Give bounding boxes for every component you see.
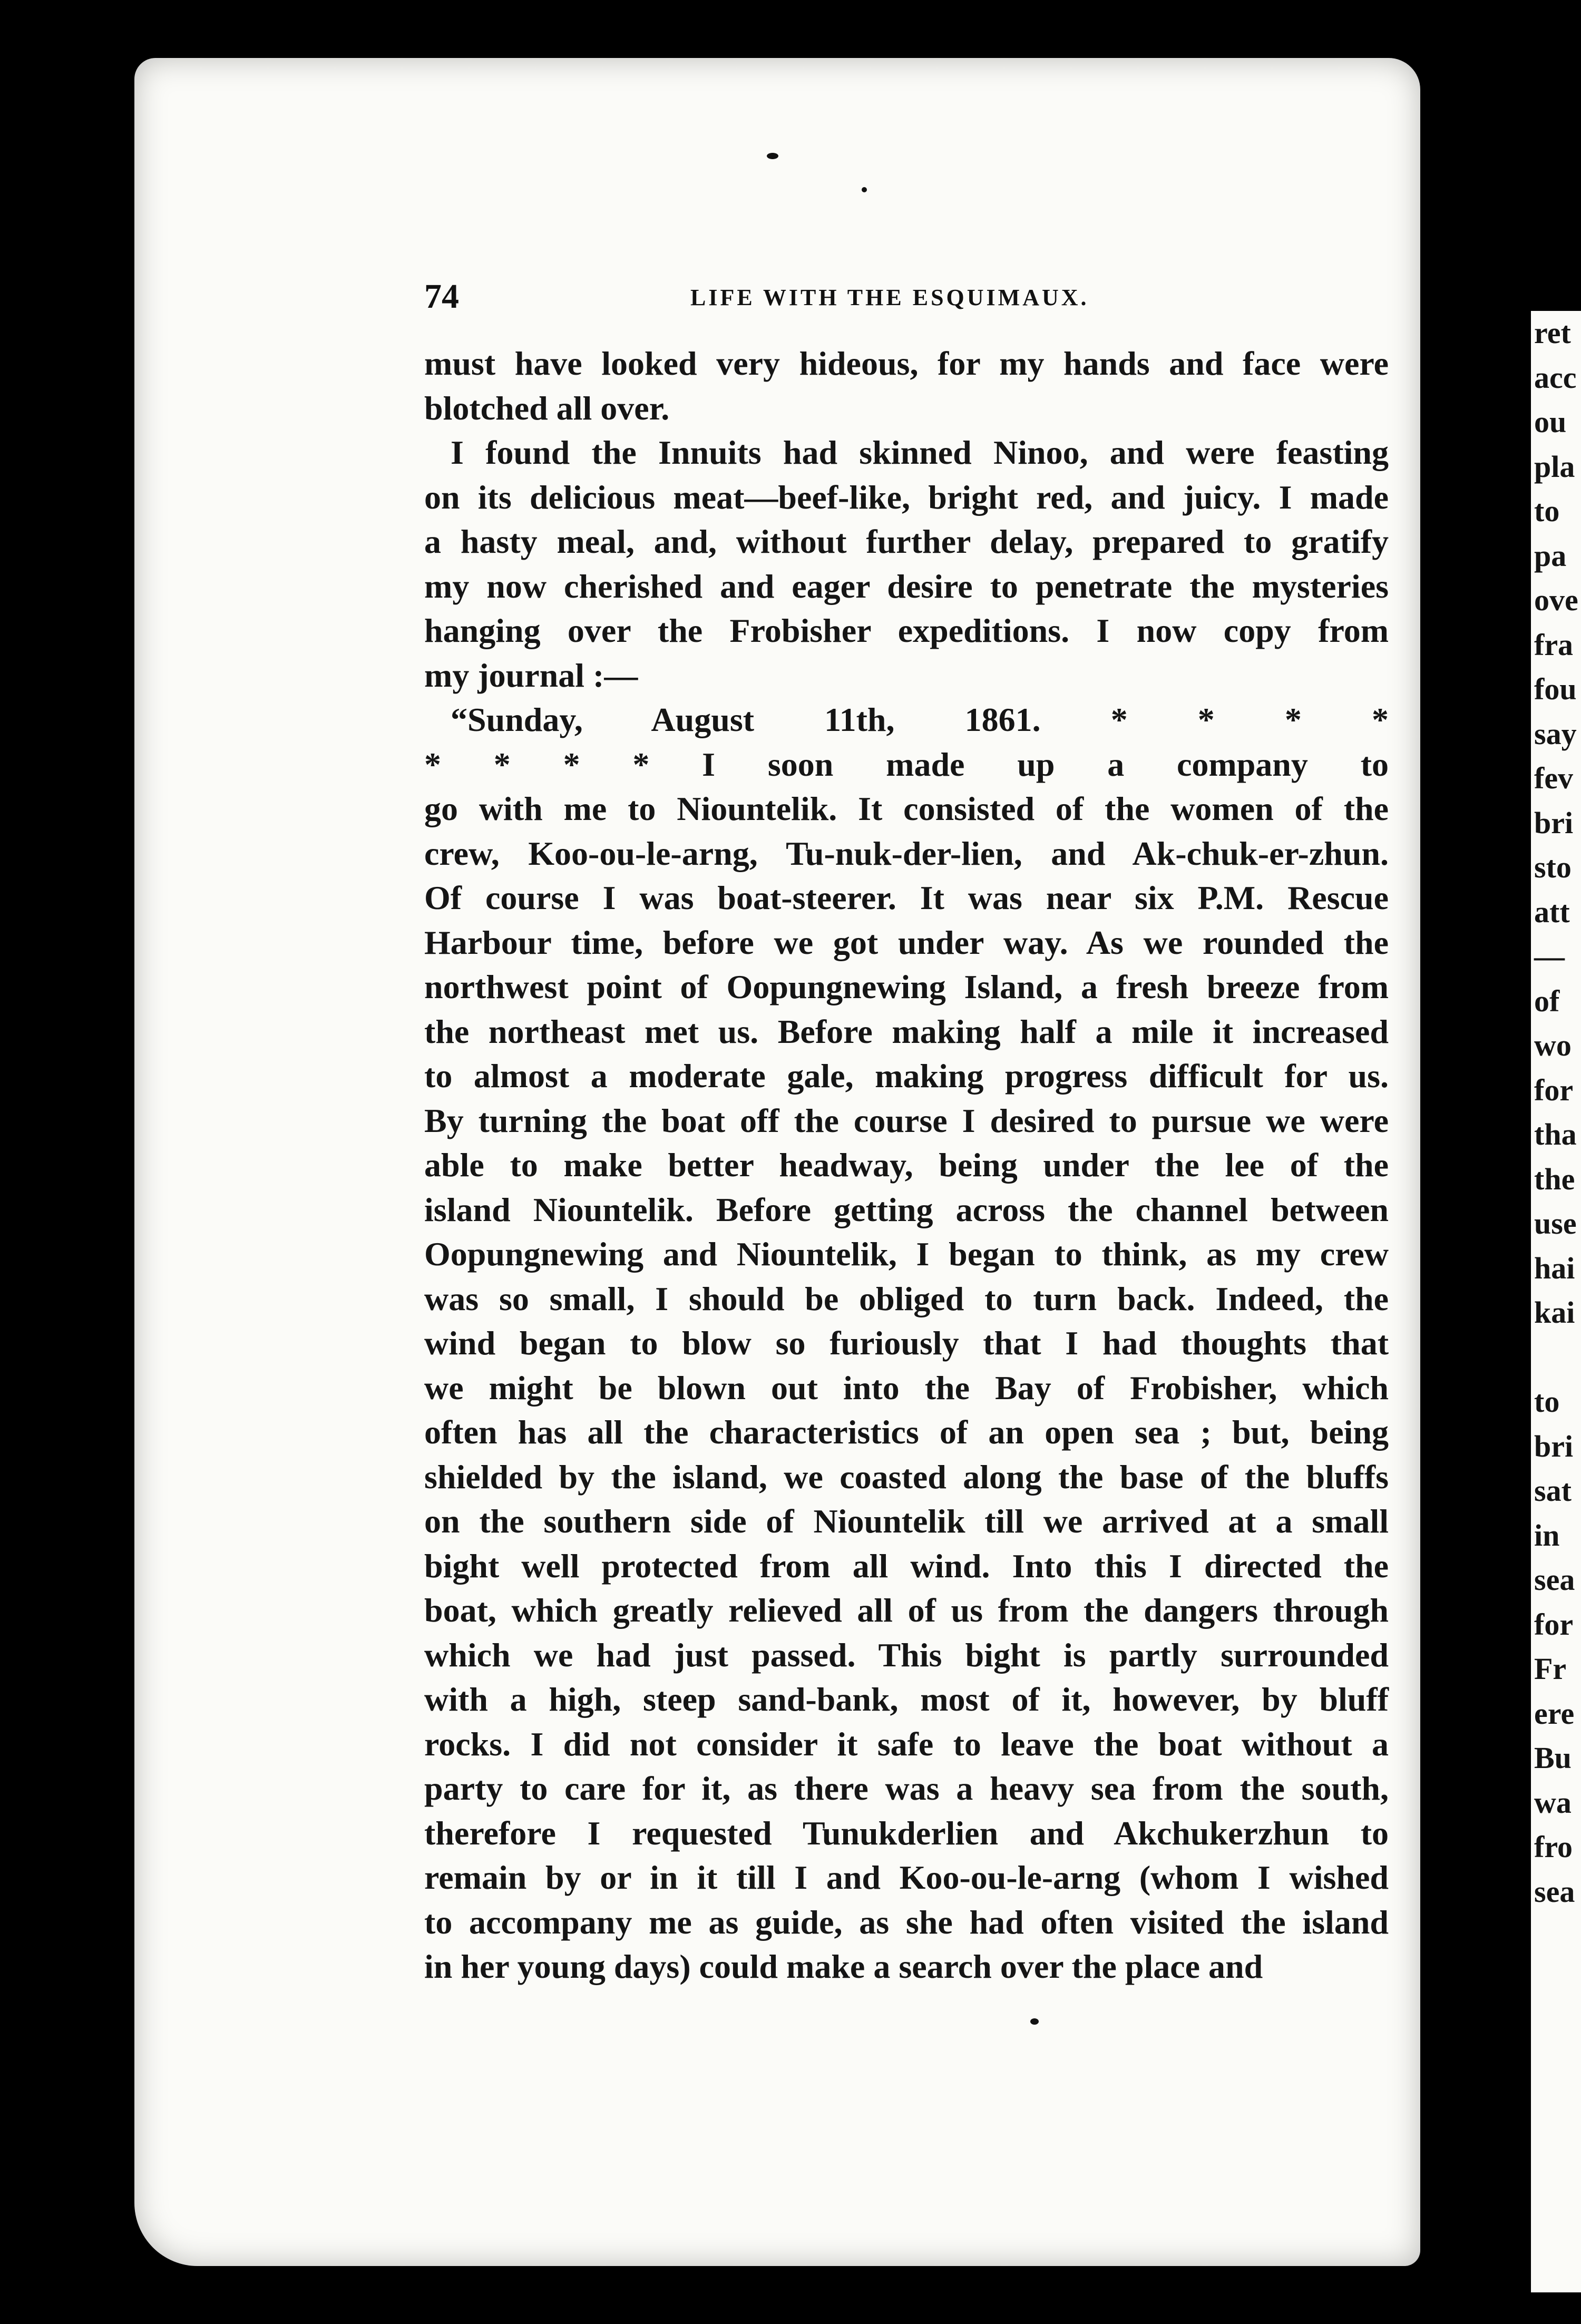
- text-line: go with me to Niountelik. It consisted of the women of the: [424, 790, 1389, 827]
- page-number: 74: [424, 277, 459, 316]
- text-line: which we had just passed. This bight is partly surrounded: [424, 1636, 1389, 1674]
- text-line: Oopungnewing and Niountelik, I began to think, as my crew: [424, 1235, 1389, 1273]
- text-line: my journal :—: [424, 656, 638, 694]
- facing-page-fragment: [1531, 1335, 1581, 1380]
- text-line: in her young days) could make a search over the place and: [424, 1948, 1263, 1985]
- facing-page-fragment: pa: [1534, 538, 1567, 573]
- ink-speck: [1030, 2018, 1039, 2025]
- text-line: my now cherished and eager desire to penetrate the mysteries: [424, 567, 1389, 605]
- text-line: therefore I requested Tunukderlien and Akchukerzhun to: [424, 1814, 1389, 1852]
- facing-page-fragment: ou: [1534, 405, 1567, 439]
- running-header: [424, 277, 1386, 324]
- facing-page-fragment: kai: [1534, 1295, 1575, 1330]
- text-line: must have looked very hideous, for my hands and face were: [424, 345, 1389, 382]
- text-line: boat, which greatly relieved all of us from the dangers through: [424, 1591, 1389, 1629]
- ink-speck: [862, 187, 867, 192]
- facing-page-fragment: bri: [1534, 1429, 1574, 1463]
- facing-page-fragment: sea: [1534, 1563, 1575, 1597]
- facing-page-fragment: to: [1534, 494, 1560, 528]
- facing-page-fragment: wo: [1534, 1028, 1572, 1062]
- text-line: northwest point of Oopungnewing Island, a fresh breeze from: [424, 968, 1389, 1005]
- text-line: remain by or in it till I and Koo-ou-le-arng (whom I wished: [424, 1859, 1389, 1896]
- facing-page-fragment: Fr: [1534, 1652, 1567, 1686]
- facing-page-edge: [1531, 311, 1581, 2292]
- text-line: on its delicious meat—beef-like, bright red, and juicy. I made: [424, 478, 1389, 516]
- text-line: to accompany me as guide, as she had often visited the island: [424, 1903, 1389, 1941]
- facing-page-fragment: for: [1534, 1072, 1574, 1107]
- facing-page-fragment: ret: [1534, 316, 1571, 350]
- facing-page-fragment: for: [1534, 1607, 1574, 1642]
- text-line: Harbour time, before we got under way. As we rounded the: [424, 923, 1389, 961]
- text-line: island Niountelik. Before getting across the channel between: [424, 1190, 1389, 1228]
- text-line: * * * * I soon made up a company to: [424, 745, 1389, 783]
- facing-page-fragment: sea: [1534, 1874, 1575, 1909]
- facing-page-fragment: sto: [1534, 850, 1572, 884]
- facing-page-fragment: use: [1534, 1206, 1577, 1241]
- text-line: we might be blown out into the Bay of Frobisher, which: [424, 1369, 1389, 1407]
- text-line: By turning the boat off the course I desired to pursue we were: [424, 1101, 1389, 1139]
- text-line: I found the Innuits had skinned Ninoo, and were feasting: [451, 434, 1389, 471]
- body-text: [424, 341, 1389, 1989]
- facing-page-fragment: pla: [1534, 449, 1575, 484]
- text-line: hanging over the Frobisher expeditions. I now copy from: [424, 612, 1389, 649]
- facing-page-fragment: fro: [1534, 1830, 1573, 1864]
- text-line: crew, Koo-ou-le-arng, Tu-nuk-der-lien, and Ak-chuk-er-zhun.: [424, 834, 1389, 872]
- facing-page-fragment: to: [1534, 1384, 1560, 1419]
- text-line: rocks. I did not consider it safe to leave the boat without a: [424, 1725, 1389, 1763]
- facing-page-fragment: att: [1534, 894, 1570, 929]
- facing-page-fragment: fev: [1534, 761, 1574, 795]
- text-line: wind began to blow so furiously that I had thoughts that: [424, 1324, 1389, 1362]
- facing-page-fragment: ove: [1534, 583, 1578, 617]
- facing-page-fragment: of: [1534, 983, 1560, 1018]
- facing-page-fragment: say: [1534, 716, 1577, 751]
- text-line: shielded by the island, we coasted along the base of the bluffs: [424, 1458, 1389, 1496]
- ink-speck: [767, 153, 778, 159]
- facing-page-fragment: Bu: [1534, 1741, 1572, 1775]
- text-line: bight well protected from all wind. Into this I directed the: [424, 1547, 1389, 1585]
- facing-page-fragment: tha: [1534, 1117, 1577, 1151]
- facing-page-fragment: fra: [1534, 627, 1574, 662]
- facing-page-fragment: fou: [1534, 672, 1577, 706]
- text-line: on the southern side of Niountelik till we arrived at a small: [424, 1502, 1389, 1540]
- text-line: party to care for it, as there was a heavy sea from the south,: [424, 1770, 1389, 1807]
- facing-page-fragment: acc: [1534, 360, 1577, 395]
- text-line: a hasty meal, and, without further delay, prepared to gratify: [424, 523, 1389, 560]
- text-line: able to make better headway, being under the lee of the: [424, 1146, 1389, 1184]
- text-line: to almost a moderate gale, making progress difficult for us.: [424, 1057, 1389, 1095]
- text-line: blotched all over.: [424, 389, 670, 427]
- text-line: “Sunday, August 11th, 1861. * * * *: [451, 701, 1389, 738]
- facing-page-fragment: the: [1534, 1161, 1575, 1196]
- facing-page-fragment: hai: [1534, 1251, 1575, 1285]
- running-title: LIFE WITH THE ESQUIMAUX.: [690, 285, 1089, 310]
- facing-page-fragment: ere: [1534, 1696, 1575, 1731]
- facing-page-fragment: —: [1534, 939, 1565, 973]
- text-line: the northeast met us. Before making half a mile it increased: [424, 1012, 1389, 1050]
- text-line: with a high, steep sand-bank, most of it, however, by bluff: [424, 1681, 1389, 1718]
- facing-page-fragment: sat: [1534, 1473, 1572, 1508]
- facing-page-fragment: bri: [1534, 805, 1574, 840]
- text-line: was so small, I should be obliged to turn back. Indeed, the: [424, 1280, 1389, 1317]
- facing-page-fragment: wa: [1534, 1785, 1572, 1820]
- text-line: Of course I was boat-steerer. It was near six P.M. Rescue: [424, 879, 1389, 916]
- facing-page-fragment: in: [1534, 1518, 1560, 1552]
- text-line: often has all the characteristics of an open sea ; but, being: [424, 1413, 1389, 1451]
